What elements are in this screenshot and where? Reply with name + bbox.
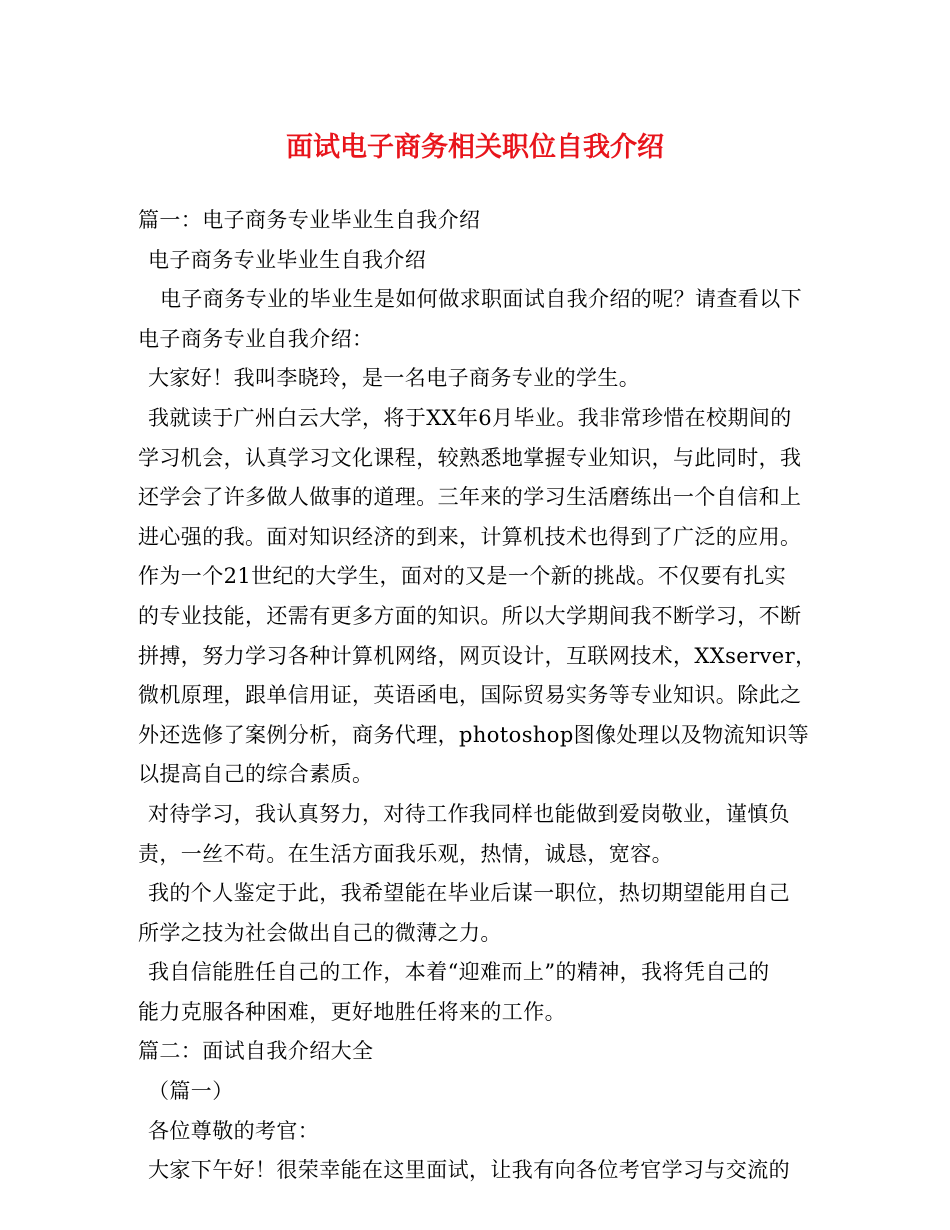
- paragraph-line: 我的个人鉴定于此，我希望能在毕业后谋一职位，热切期望能用自己: [148, 881, 790, 906]
- paragraph-line: 能力克服各种困难，更好地胜任将来的工作。: [138, 999, 566, 1024]
- section-heading: 篇一：电子商务专业毕业生自我介绍: [138, 208, 481, 232]
- paragraph-line: 电子商务专业自我介绍：: [138, 326, 374, 351]
- paragraph-line: 微机原理，跟单信用证，英语函电，国际贸易实务等专业知识。除此之: [138, 683, 802, 708]
- document-body: [138, 201, 818, 1191]
- subheading: （篇一）: [148, 1079, 234, 1104]
- paragraph-line: 大家好！我叫李晓玲，是一名电子商务专业的学生。: [148, 366, 641, 391]
- paragraph-line: 进心强的我。面对知识经济的到来，计算机技术也得到了广泛的应用。: [138, 524, 802, 549]
- paragraph-line: 我就读于广州白云大学，将于XX年6月毕业。我非常珍惜在校期间的: [148, 405, 792, 430]
- document-title: 面试电子商务相关职位自我介绍: [286, 132, 664, 163]
- paragraph-line: 学习机会，认真学习文化课程，较熟悉地掌握专业知识，与此同时，我: [138, 445, 802, 470]
- paragraph-line: 的专业技能，还需有更多方面的知识。所以大学期间我不断学习，不断: [138, 603, 802, 628]
- paragraph-line: 对待学习，我认真努力，对待工作我同样也能做到爱岗敬业，谨慎负: [148, 801, 790, 826]
- paragraph-line: 大家下午好！很荣幸能在这里面试，让我有向各位考官学习与交流的: [148, 1158, 790, 1183]
- paragraph-line: 拼搏，努力学习各种计算机网络，网页设计，互联网技术，XXserver，: [138, 643, 817, 668]
- paragraph-line: 还学会了许多做人做事的道理。三年来的学习生活磨练出一个自信和上: [138, 485, 802, 510]
- paragraph-line: 各位尊敬的考官：: [148, 1118, 320, 1143]
- paragraph-line: 作为一个21世纪的大学生，面对的又是一个新的挑战。不仅要有扎实: [138, 564, 787, 589]
- paragraph-line: 电子商务专业的毕业生是如何做求职面试自我介绍的呢？请查看以下: [160, 287, 802, 312]
- subheading: 电子商务专业毕业生自我介绍: [148, 247, 427, 272]
- paragraph-line: 责，一丝不苟。在生活方面我乐观，热情，诚恳，宽容。: [138, 841, 673, 866]
- paragraph-line: 所学之技为社会做出自己的微薄之力。: [138, 920, 502, 945]
- paragraph-line: 外还选修了案例分析，商务代理，photoshop图像处理以及物流知识等: [138, 722, 810, 747]
- paragraph-line: 以提高自己的综合素质。: [138, 762, 374, 787]
- section-heading: 篇二：面试自我介绍大全: [138, 1039, 374, 1064]
- paragraph-line: 我自信能胜任自己的工作，本着“迎难而上”的精神，我将凭自己的: [148, 960, 770, 985]
